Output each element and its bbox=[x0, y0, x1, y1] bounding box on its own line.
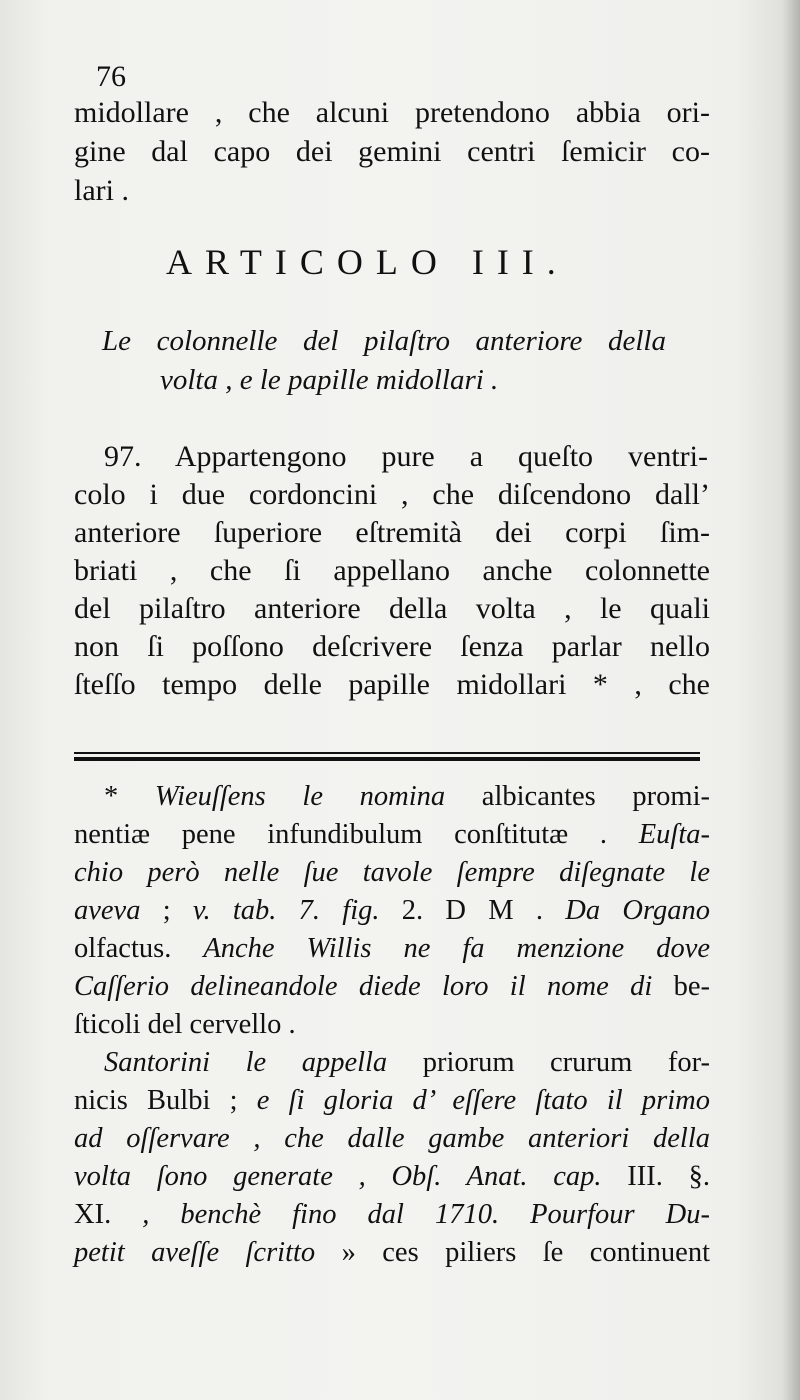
paragraph-line: anteriore ſuperiore eſtremità dei corpi ſim- bbox=[74, 516, 710, 549]
footnote-italic-text: volta ſono generate , Obſ. Anat. cap. bbox=[74, 1161, 602, 1192]
footnote-line bbox=[74, 930, 710, 967]
footnote-text: III. §. bbox=[601, 1161, 710, 1192]
footnote-line bbox=[74, 1082, 710, 1119]
footnote-italic-text: Anche Willis ne fa menzione dove bbox=[203, 933, 710, 964]
footnote-line bbox=[74, 854, 710, 891]
footnote-line bbox=[74, 1234, 710, 1271]
article-subtitle-line: volta , e le papille midollari . bbox=[160, 364, 499, 396]
footnote-line bbox=[74, 1196, 710, 1233]
intro-line: gine dal capo dei gemini centri ſemicir co- bbox=[74, 135, 710, 168]
footnote-line bbox=[74, 892, 710, 929]
page-number: 76 bbox=[96, 60, 126, 93]
footnote-text: ; bbox=[140, 895, 193, 926]
page-edge-shadow bbox=[782, 0, 800, 1400]
footnote-text: » ces piliers ſe continuent bbox=[315, 1237, 711, 1268]
footnote-italic-text: Wieuſſens le nomina bbox=[154, 781, 446, 812]
paragraph-line: 97. Appartengono pure a queſto ventri- bbox=[104, 440, 708, 473]
article-heading: ARTICOLO III. bbox=[166, 242, 569, 282]
footnote-italic-text: , benchè fino dal 1710. Pourfour Du- bbox=[111, 1199, 710, 1230]
footnote-italic-text: v. tab. 7. fig. bbox=[192, 895, 380, 926]
footnote-marker: * bbox=[104, 781, 155, 812]
footnote-separator-rule bbox=[74, 752, 700, 761]
footnote-text: nicis Bulbi ; bbox=[74, 1085, 257, 1116]
footnote-italic-text: aveva bbox=[74, 895, 141, 926]
footnote-text: albicantes promi- bbox=[445, 781, 710, 812]
paragraph-line: ſteſſo tempo delle papille midollari * , che bbox=[74, 668, 710, 701]
footnote-line bbox=[74, 1120, 710, 1157]
footnote-line bbox=[74, 1006, 710, 1043]
article-subtitle-line: Le colonnelle del pilaſtro anteriore della bbox=[102, 325, 666, 357]
footnote-text: olfactus. bbox=[74, 933, 204, 964]
footnote-italic-text: Euſta- bbox=[638, 819, 710, 850]
footnote-italic-text: Caſſerio delineandole diede loro il nome di bbox=[74, 971, 653, 1002]
footnote-line bbox=[74, 816, 710, 853]
intro-line: midollare , che alcuni pretendono abbia ori- bbox=[74, 96, 710, 129]
paragraph-line: non ſi poſſono deſcrivere ſenza parlar nello bbox=[74, 630, 710, 663]
footnote-italic-text: ad oſſervare , che dalle gambe anteriori della bbox=[74, 1123, 710, 1154]
footnote-line bbox=[74, 1158, 710, 1195]
footnote-text: XI. bbox=[74, 1199, 112, 1230]
footnote-italic-text: petit aveſſe ſcritto bbox=[74, 1237, 316, 1268]
footnote-italic-text: Da Organo bbox=[565, 895, 710, 926]
footnote-italic-text: chio però nelle ſue tavole ſempre diſegnate le bbox=[74, 857, 710, 888]
footnote-text: priorum crurum for- bbox=[387, 1047, 710, 1078]
footnote-italic-text: Santorini le appella bbox=[104, 1047, 388, 1078]
footnote-text: ſticoli del cervello . bbox=[74, 1009, 296, 1040]
footnote-line bbox=[104, 778, 710, 815]
footnote-line bbox=[104, 1044, 710, 1081]
paragraph-line: del pilaſtro anteriore della volta , le quali bbox=[74, 592, 710, 625]
intro-line: lari . bbox=[74, 174, 129, 207]
footnote-text: 2. D M . bbox=[379, 895, 566, 926]
footnote-line bbox=[74, 968, 710, 1005]
footnote-text: nentiæ pene infundibulum conſtitutæ . bbox=[74, 819, 639, 850]
paragraph-line: briati , che ſi appellano anche colonnette bbox=[74, 554, 710, 587]
footnote-italic-text: e ſi gloria d’ eſſere ſtato il primo bbox=[256, 1085, 711, 1116]
paragraph-line: colo i due cordoncini , che diſcendono dall’ bbox=[74, 478, 710, 511]
footnote-text: be- bbox=[652, 971, 710, 1002]
